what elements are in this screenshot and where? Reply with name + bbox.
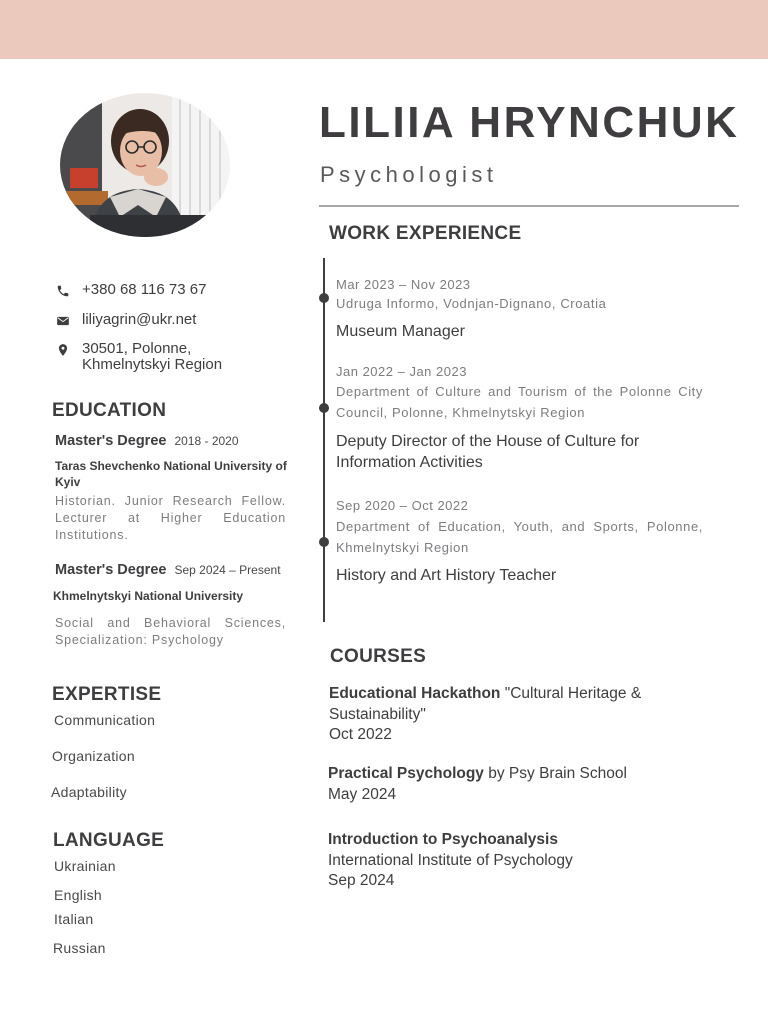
education-details-1: Historian. Junior Research Fellow. Lecturer at Higher Education Institutions. [55,494,286,542]
phone-icon [56,284,70,298]
job-organization: Udruga Informo, Vodnjan-Dignano, Croatia [336,296,607,311]
profile-photo [60,93,230,237]
course-detail: International Institute of Psychology [328,851,573,869]
language-item: Ukrainian [54,858,116,874]
address-text [82,341,222,373]
contact-email [56,312,196,328]
education-institution-1: Taras Shevchenko National University of Kyiv [55,459,287,489]
course-item-2 [328,764,708,805]
course-date: Sep 2024 [328,872,395,889]
expertise-item: Adaptability [51,784,127,800]
education-degree-1 [55,433,239,449]
location-pin-icon [56,343,70,357]
expertise-item: Organization [52,748,135,764]
education-institution-2: Khmelnytskyi National University [53,589,244,603]
course-name: Practical Psychology [328,765,484,782]
job-dates: Sep 2020 – Oct 2022 [336,498,469,513]
address-line-2: Khmelnytskyi Region [82,356,223,373]
timeline-dot [319,293,329,303]
course-item-3 [328,830,708,892]
timeline-dot [319,403,329,413]
work-experience-heading: WORK EXPERIENCE [329,223,522,244]
degree-years: Sep 2024 – Present [174,563,281,577]
course-item-1 [329,684,709,746]
expertise-heading: EXPERTISE [52,684,162,705]
timeline-dot [319,537,329,547]
job-dates: Jan 2022 – Jan 2023 [336,364,467,379]
degree-label: Master's Degree [55,433,167,449]
degree-label: Master's Degree [55,562,167,578]
language-item: Italian [54,911,94,927]
job-position: Museum Manager [336,323,465,340]
job-position: Deputy Director of the House of Culture for Information Activities [336,433,640,471]
top-accent-band [0,0,768,59]
timeline-line [323,258,325,622]
course-detail: "Cultural Heritage & Sustainability" [329,685,642,723]
course-name: Introduction to Psychoanalysis [328,831,558,848]
course-date: Oct 2022 [329,726,392,743]
contact-phone [56,282,206,298]
header-divider [319,205,739,207]
job-position: History and Art History Teacher [336,567,557,584]
course-name: Educational Hackathon [329,685,501,702]
degree-years: 2018 - 2020 [174,434,239,448]
education-degree-2 [55,562,281,578]
education-details-2: Social and Behavioral Sciences, Specialization: Psychology [55,616,286,647]
phone-number[interactable]: +380 68 116 73 67 [82,281,207,298]
language-item: English [54,887,103,903]
course-date: May 2024 [328,785,397,803]
course-detail: by Psy Brain School [483,765,627,782]
job-organization: Department of Culture and Tourism of the Polonne City Council, Polonne, Khmelnytskyi Region [336,384,703,420]
candidate-name: LILIIA HRYNCHUK [319,98,740,147]
courses-heading: COURSES [330,646,427,667]
contact-address [56,341,222,373]
address-line-1: 30501, Polonne, [82,340,192,357]
language-item: Russian [53,940,106,956]
job-dates: Mar 2023 – Nov 2023 [336,277,471,292]
job-organization: Department of Education, Youth, and Sports, Polonne, Khmelnytskyi Region [336,519,703,555]
education-heading: EDUCATION [52,400,167,421]
mail-icon [56,314,70,328]
expertise-item: Communication [54,712,156,728]
language-heading: LANGUAGE [53,830,165,851]
email-address[interactable]: liliyagrin@ukr.net [82,311,197,328]
job-title: Psychologist [320,162,498,187]
